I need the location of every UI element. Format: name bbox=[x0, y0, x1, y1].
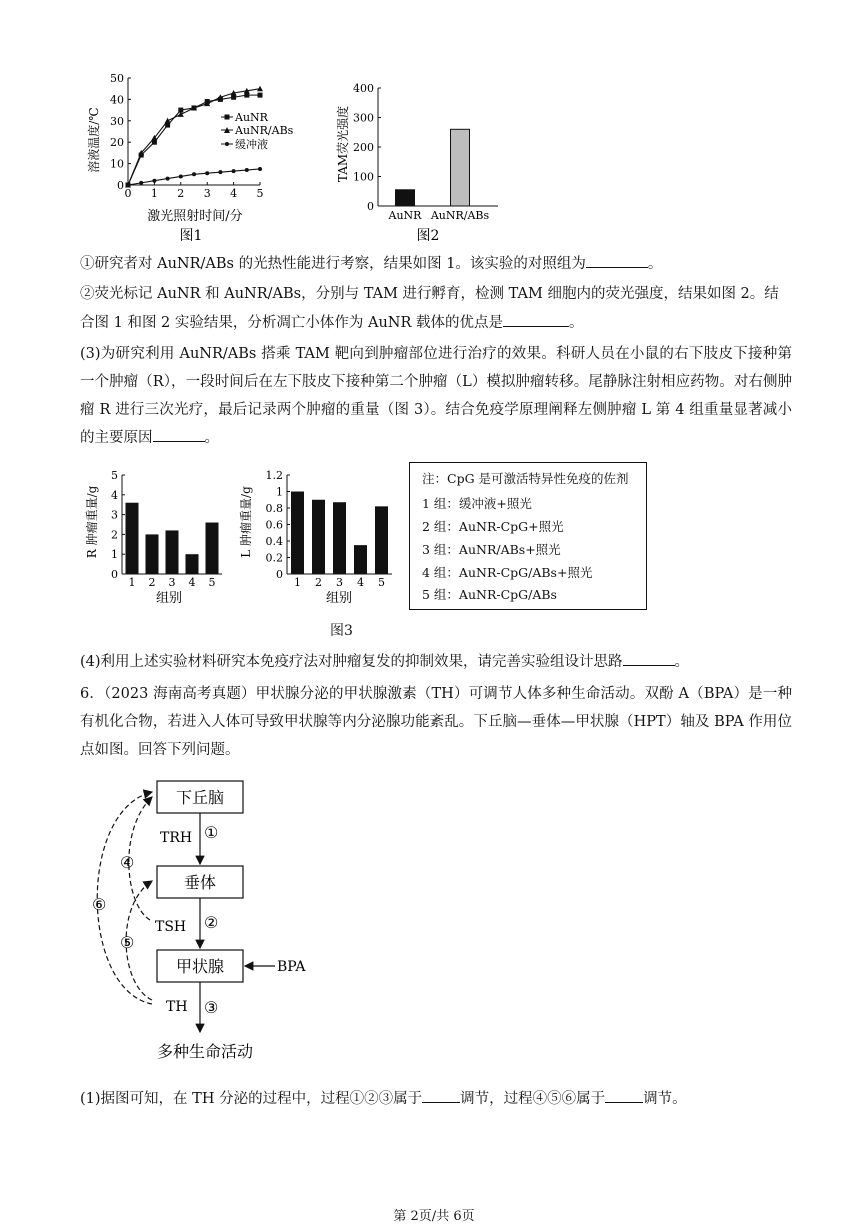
fig3-r-bar-0 bbox=[126, 503, 139, 574]
fig1-point bbox=[205, 171, 209, 175]
fig3-l-y-tick-label: 0.4 bbox=[265, 535, 283, 548]
fig3-r-y-tick-label: 4 bbox=[111, 488, 118, 502]
figure-1-line-chart bbox=[85, 70, 294, 248]
fig3-r-x-tick-label: 3 bbox=[168, 576, 176, 589]
fig1-point bbox=[152, 179, 156, 183]
fig1-ylabel: 溶液温度/℃ bbox=[87, 107, 101, 173]
fig1-caption: 图1 bbox=[179, 228, 203, 244]
question-4 bbox=[80, 650, 689, 671]
fig3-r-bar-4 bbox=[206, 523, 219, 574]
fig2-x-tick-label: AuNR bbox=[388, 209, 422, 222]
fig2-bar-1 bbox=[451, 129, 470, 206]
process-3-label: ③ bbox=[204, 998, 219, 1017]
fig1-point bbox=[232, 169, 236, 173]
fig3-r-y-tick-label: 0 bbox=[111, 568, 118, 581]
fig3-l-x-tick-label: 3 bbox=[336, 576, 343, 589]
fig3-r-ylabel: R 肿瘤重量/g bbox=[85, 485, 99, 559]
fig1-point bbox=[165, 118, 171, 124]
fig3-l-y-tick-label: 0.2 bbox=[265, 551, 283, 565]
fig1-point bbox=[218, 170, 222, 174]
period: 。 bbox=[647, 256, 663, 272]
fig1-y-tick-label: 10 bbox=[110, 157, 124, 171]
question-fig2-text: 合图 1 和图 2 实验结果，分析凋亡小体作为 AuNR 载体的优点是 bbox=[80, 315, 504, 331]
fig3-l-ylabel: L 肿瘤重量/g bbox=[239, 486, 253, 558]
process-6-label: ⑥ bbox=[92, 895, 107, 914]
fig2-bar-0 bbox=[396, 190, 415, 206]
fig3-l-bar-4 bbox=[375, 506, 388, 574]
process-4-label: ④ bbox=[120, 853, 135, 872]
note-item-3: 3 组：AuNR/ABs+照光 bbox=[422, 542, 561, 557]
fig1-point bbox=[126, 183, 130, 187]
fig2-ylabel: TAM荧光强度 bbox=[336, 105, 350, 183]
fig1-y-tick-label: 30 bbox=[110, 114, 124, 128]
fig1-x-tick-label: 5 bbox=[256, 187, 264, 200]
figure-2-bar-chart bbox=[333, 78, 503, 248]
fig3-r-bar-1 bbox=[146, 534, 159, 574]
page-footer: 第 2页/共 6页 bbox=[393, 1209, 475, 1224]
question-fig1 bbox=[80, 252, 662, 273]
fig2-y-tick-label: 100 bbox=[353, 170, 374, 184]
hpt-axis-diagram bbox=[70, 770, 350, 1070]
process-5-label: ⑤ bbox=[120, 933, 135, 952]
answer-blank-regulation-1[interactable] bbox=[422, 1088, 460, 1104]
process-2-label: ② bbox=[204, 913, 219, 932]
fig3-l-bar-0 bbox=[291, 492, 304, 575]
fig1-point bbox=[139, 181, 143, 185]
fig3-r-x-tick-label: 5 bbox=[208, 576, 216, 589]
fig1-legend-aunr: AuNR bbox=[235, 111, 268, 124]
fig3-l-x-tick-label: 4 bbox=[357, 576, 364, 589]
fig1-point bbox=[258, 93, 263, 98]
fig3-l-y-tick-label: 0.8 bbox=[265, 502, 283, 515]
fig3-l-bar-1 bbox=[312, 500, 325, 574]
note-title: 注：CpG 是可激活特异性免疫的佐剂 bbox=[422, 471, 629, 486]
question-4-text: (4)利用上述实验材料研究本免疫疗法对肿瘤复发的抑制效果，请完善实验组设计思路 bbox=[80, 654, 623, 670]
question-6-1-text-c: 调节。 bbox=[643, 1091, 687, 1107]
pituitary-label: 垂体 bbox=[183, 873, 217, 892]
fig3-l-bar-3 bbox=[354, 545, 367, 574]
fig3-l-bar-2 bbox=[333, 502, 346, 574]
fig2-y-tick-label: 200 bbox=[353, 141, 374, 154]
fig1-y-tick-label: 40 bbox=[110, 93, 124, 107]
question-fig1-text: ①研究者对 AuNR/ABs 的光热性能进行考察，结果如图 1。该实验的对照组为 bbox=[80, 256, 586, 272]
question-fig2-line2 bbox=[80, 311, 584, 332]
fig3-r-xlabel: 组别 bbox=[155, 591, 183, 606]
tsh-label: TSH bbox=[155, 919, 187, 935]
fig3-r-x-tick-label: 2 bbox=[148, 576, 156, 589]
fig1-legend-buffer: 缓冲液 bbox=[235, 138, 268, 151]
fig1-xlabel: 激光照射时间/分 bbox=[147, 209, 243, 224]
figure-3-l-tumor-chart bbox=[236, 466, 396, 608]
fig1-y-tick-label: 20 bbox=[110, 136, 124, 150]
thyroid-label: 甲状腺 bbox=[175, 957, 225, 976]
fig3-l-y-tick-label: 0 bbox=[276, 568, 283, 581]
fig1-x-tick-label: 4 bbox=[230, 187, 238, 200]
process-1-label: ① bbox=[204, 823, 219, 842]
answer-blank-control-group[interactable] bbox=[586, 253, 648, 269]
fig2-y-tick-label: 0 bbox=[367, 200, 374, 213]
answer-blank-regulation-2[interactable] bbox=[605, 1088, 643, 1104]
fig3-r-x-tick-label: 4 bbox=[188, 576, 196, 589]
fig3-r-bar-3 bbox=[186, 554, 199, 574]
fig1-point bbox=[166, 177, 170, 181]
note-item-4: 4 组：AuNR-CpG/ABs+照光 bbox=[422, 565, 593, 580]
question-3 bbox=[80, 340, 792, 452]
fig3-l-y-tick-label: 1 bbox=[276, 485, 283, 499]
period: 。 bbox=[204, 430, 219, 446]
fig2-y-tick-label: 300 bbox=[353, 111, 374, 125]
question-6: 6．（2023 海南高考真题）甲状腺分泌的甲状腺激素（TH）可调节人体多种生命活动。双酚 A（BPA）是一种有机化合物，若进入人体可导致甲状腺等内分泌腺功能紊乱。下丘脑—垂体—甲状腺（HPT）轴及 BPA 作用位点如图。回答下列问题。 bbox=[80, 686, 792, 758]
fig3-r-bar-2 bbox=[166, 530, 179, 574]
fig1-point bbox=[245, 168, 249, 172]
fig1-point bbox=[179, 174, 183, 178]
fig1-point bbox=[192, 172, 196, 176]
fig1-y-tick-label: 0 bbox=[117, 179, 124, 192]
fig3-l-y-tick-label: 0.6 bbox=[265, 518, 283, 532]
fig1-x-tick-label: 3 bbox=[203, 187, 211, 200]
trh-label: TRH bbox=[160, 830, 193, 846]
answer-blank-carrier-advantage[interactable] bbox=[503, 312, 569, 328]
fig1-legend bbox=[221, 111, 294, 151]
fig1-y-tick-label: 50 bbox=[110, 72, 124, 85]
fig1-point bbox=[244, 93, 249, 98]
fig3-l-x-tick-label: 5 bbox=[378, 576, 385, 589]
fig3-l-x-tick-label: 2 bbox=[315, 576, 322, 589]
figure-3-note-box bbox=[409, 462, 647, 610]
fig1-x-tick-label: 1 bbox=[150, 187, 158, 200]
fig1-series-line-2 bbox=[128, 169, 260, 185]
multiple-life-activities-label: 多种生命活动 bbox=[156, 1042, 254, 1061]
fig1-legend-aunr-abs: AuNR/ABs bbox=[235, 124, 294, 137]
note-item-5: 5 组：AuNR-CpG/ABs bbox=[422, 587, 557, 602]
fig3-l-x-tick-label: 1 bbox=[294, 576, 301, 589]
question-3-text: (3)为研究利用 AuNR/ABs 搭乘 TAM 靶向到肿瘤部位进行治疗的效果。科研人员在小鼠的右下肢皮下接种第一个肿瘤（R），一段时间后在左下肢皮下接种第二个肿瘤（L）模拟肿瘤转移。尾静脉注射相应药物。对右侧肿瘤 R 进行三次光疗，最后记录两个肿瘤的重量（图 3）。结合免疫学原理阐释左侧肿瘤 L 第 4 组重量显著减小的主要原因 bbox=[80, 346, 792, 446]
fig3-r-x-tick-label: 1 bbox=[128, 576, 136, 589]
fig2-y-tick-label: 400 bbox=[353, 82, 374, 95]
question-6-1 bbox=[80, 1087, 687, 1108]
fig1-x-tick-label: 2 bbox=[177, 187, 185, 200]
fig1-point bbox=[258, 167, 262, 171]
note-item-2: 2 组：AuNR-CpG+照光 bbox=[422, 519, 564, 534]
fig1-point bbox=[231, 95, 236, 100]
fig3-l-xlabel: 组别 bbox=[325, 591, 353, 606]
fig3-caption: 图3 bbox=[330, 623, 353, 639]
th-label: TH bbox=[166, 999, 188, 1015]
note-item-1: 1 组：缓冲液+照光 bbox=[422, 496, 532, 511]
fig3-l-y-tick-label: 1.2 bbox=[265, 469, 283, 482]
answer-blank-design[interactable] bbox=[623, 651, 675, 667]
period: 。 bbox=[674, 654, 690, 670]
hypothalamus-label: 下丘脑 bbox=[175, 788, 225, 807]
fig3-r-y-tick-label: 3 bbox=[111, 508, 118, 522]
fig2-x-tick-label: AuNR/ABs bbox=[430, 209, 490, 222]
fig1-point bbox=[257, 86, 263, 92]
bpa-label: BPA bbox=[277, 959, 306, 975]
question-fig2-line1: ②荧光标记 AuNR 和 AuNR/ABs，分别与 TAM 进行孵育，检测 TAM 细胞内的荧光强度，结果如图 2。结 bbox=[80, 286, 779, 302]
fig1-x-tick-label: 0 bbox=[124, 187, 132, 200]
answer-blank-reason[interactable] bbox=[153, 427, 205, 443]
period: 。 bbox=[569, 315, 584, 331]
question-6-1-text-b: 调节，过程④⑤⑥属于 bbox=[460, 1091, 606, 1107]
fig3-r-y-tick-label: 1 bbox=[111, 548, 118, 562]
question-6-1-text-a: (1)据图可知，在 TH 分泌的过程中，过程①②③属于 bbox=[80, 1091, 423, 1107]
fig3-r-y-tick-label: 5 bbox=[111, 469, 118, 482]
fig3-r-y-tick-label: 2 bbox=[111, 528, 118, 542]
fig2-caption: 图2 bbox=[416, 228, 440, 244]
figure-3-r-tumor-chart bbox=[82, 466, 232, 608]
